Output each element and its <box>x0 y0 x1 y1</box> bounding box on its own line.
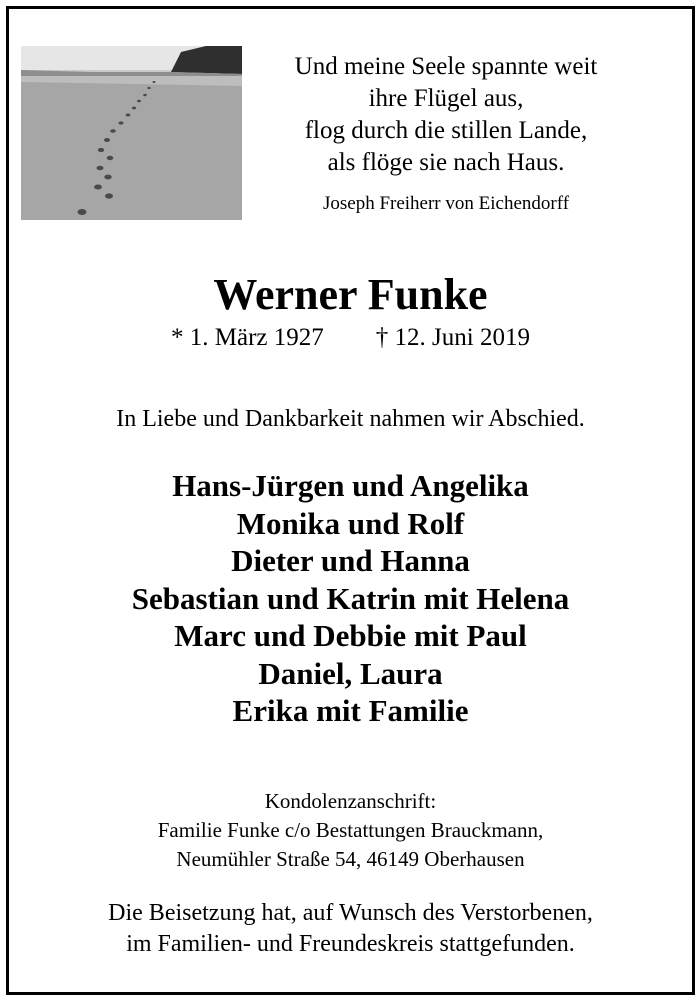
mourner-line: Marc und Debbie mit Paul <box>174 618 527 653</box>
poem-author: Joseph Freiherr von Eichendorff <box>322 193 570 214</box>
condolence-line: Familie Funke c/o Bestattungen Brauckmann, <box>157 818 544 842</box>
condolence-line: Neumühler Straße 54, 46149 Oberhausen <box>176 847 525 871</box>
obituary-notice <box>6 6 695 995</box>
poem-line: ihre Flügel aus, <box>368 85 524 112</box>
poem-line: als flöge sie nach Haus. <box>327 149 565 176</box>
condolence-address <box>9 787 692 874</box>
mourner-line: Dieter und Hanna <box>231 543 470 578</box>
birth-date: * 1. März 1927 <box>171 324 324 351</box>
burial-notice-line: Die Beisetzung hat, auf Wunsch des Verstorbenen, <box>108 900 593 926</box>
mourners-list <box>9 467 692 730</box>
farewell-text: In Liebe und Dankbarkeit nahmen wir Abschied. <box>116 406 585 432</box>
mourner-line: Hans-Jürgen und Angelika <box>172 468 529 503</box>
mourner-line: Monika und Rolf <box>236 505 465 541</box>
burial-notice-line: im Familien- und Freundeskreis stattgefunden. <box>126 931 575 957</box>
mourner-line: Sebastian und Katrin mit Helena <box>131 580 570 616</box>
poem-block <box>257 51 635 215</box>
condolence-heading: Kondolenzanschrift: <box>264 789 437 813</box>
poem-line: Und meine Seele spannte weit <box>294 53 598 80</box>
beach-footprints-image <box>21 46 242 220</box>
death-date: † 12. Juni 2019 <box>375 324 530 351</box>
life-dates <box>9 324 692 352</box>
burial-notice <box>9 898 692 960</box>
mourner-line: Erika mit Familie <box>232 693 469 728</box>
mourner-line: Daniel, Laura <box>258 655 443 691</box>
deceased-name: Werner Funke <box>213 270 488 319</box>
beach-footprints-photo <box>21 46 242 220</box>
poem-line: flog durch die stillen Lande, <box>304 117 588 144</box>
